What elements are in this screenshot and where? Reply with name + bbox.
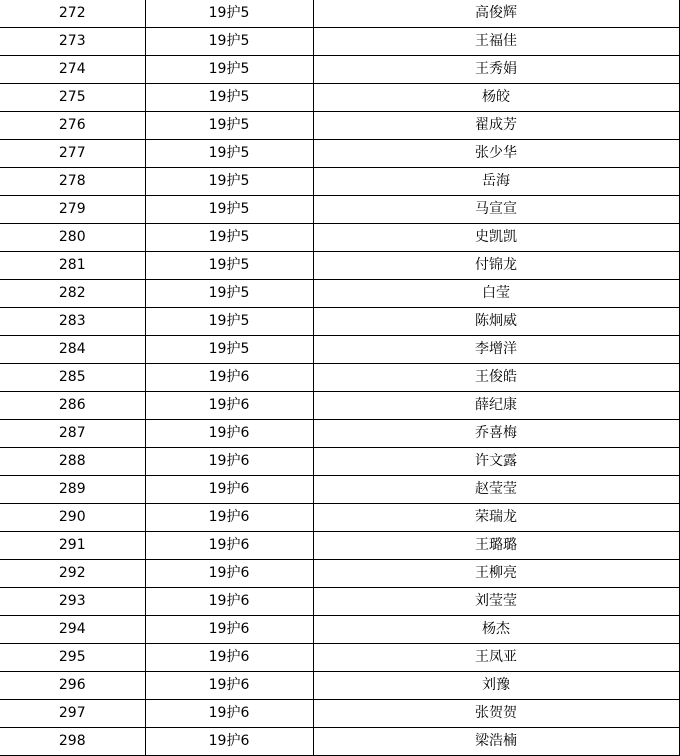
student-name-cell: 刘莹莹 <box>313 588 679 616</box>
table-row <box>0 420 679 448</box>
student-name-cell: 王俊皓 <box>313 364 679 392</box>
table-row <box>0 84 679 112</box>
class-cell: 19护5 <box>145 112 313 140</box>
class-cell: 19护5 <box>145 28 313 56</box>
row-index-cell: 287 <box>0 420 145 448</box>
table-row <box>0 280 679 308</box>
row-index-cell: 278 <box>0 168 145 196</box>
row-index-cell: 294 <box>0 616 145 644</box>
row-index-cell: 272 <box>0 0 145 28</box>
class-cell: 19护6 <box>145 588 313 616</box>
class-cell: 19护6 <box>145 448 313 476</box>
class-cell: 19护6 <box>145 644 313 672</box>
class-cell: 19护5 <box>145 224 313 252</box>
table-row <box>0 728 679 756</box>
class-cell: 19护6 <box>145 700 313 728</box>
row-index-cell: 283 <box>0 308 145 336</box>
student-name-cell: 王柳亮 <box>313 560 679 588</box>
class-cell: 19护5 <box>145 168 313 196</box>
row-index-cell: 273 <box>0 28 145 56</box>
class-cell: 19护5 <box>145 252 313 280</box>
student-name-cell: 杨杰 <box>313 616 679 644</box>
student-name-cell: 乔喜梅 <box>313 420 679 448</box>
table-row <box>0 672 679 700</box>
class-cell: 19护5 <box>145 336 313 364</box>
table-row <box>0 364 679 392</box>
class-cell: 19护5 <box>145 280 313 308</box>
class-cell: 19护5 <box>145 308 313 336</box>
table-row <box>0 448 679 476</box>
table-row <box>0 336 679 364</box>
row-index-cell: 293 <box>0 588 145 616</box>
class-cell: 19护6 <box>145 616 313 644</box>
row-index-cell: 280 <box>0 224 145 252</box>
row-index-cell: 286 <box>0 392 145 420</box>
row-index-cell: 284 <box>0 336 145 364</box>
student-name-cell: 高俊辉 <box>313 0 679 28</box>
table-row <box>0 392 679 420</box>
student-name-cell: 李增洋 <box>313 336 679 364</box>
class-cell: 19护5 <box>145 140 313 168</box>
student-name-cell: 王凤亚 <box>313 644 679 672</box>
table-row <box>0 560 679 588</box>
class-cell: 19护5 <box>145 196 313 224</box>
class-cell: 19护6 <box>145 392 313 420</box>
table-row <box>0 532 679 560</box>
student-name-cell: 张贺贺 <box>313 700 679 728</box>
class-cell: 19护6 <box>145 728 313 756</box>
row-index-cell: 281 <box>0 252 145 280</box>
row-index-cell: 288 <box>0 448 145 476</box>
student-name-cell: 岳海 <box>313 168 679 196</box>
class-cell: 19护6 <box>145 532 313 560</box>
row-index-cell: 274 <box>0 56 145 84</box>
class-cell: 19护6 <box>145 504 313 532</box>
row-index-cell: 290 <box>0 504 145 532</box>
row-index-cell: 277 <box>0 140 145 168</box>
student-name-cell: 白莹 <box>313 280 679 308</box>
table-row <box>0 112 679 140</box>
table-row <box>0 616 679 644</box>
table-row <box>0 476 679 504</box>
class-cell: 19护6 <box>145 560 313 588</box>
class-cell: 19护5 <box>145 84 313 112</box>
table-row <box>0 28 679 56</box>
row-index-cell: 292 <box>0 560 145 588</box>
student-name-cell: 刘豫 <box>313 672 679 700</box>
table-row <box>0 56 679 84</box>
student-name-cell: 翟成芳 <box>313 112 679 140</box>
student-name-cell: 王秀娟 <box>313 56 679 84</box>
student-name-cell: 陈炯威 <box>313 308 679 336</box>
student-name-cell: 赵莹莹 <box>313 476 679 504</box>
class-cell: 19护6 <box>145 364 313 392</box>
class-cell: 19护5 <box>145 56 313 84</box>
table-row <box>0 196 679 224</box>
table-row <box>0 0 679 28</box>
student-name-cell: 杨皎 <box>313 84 679 112</box>
student-name-cell: 张少华 <box>313 140 679 168</box>
class-cell: 19护6 <box>145 672 313 700</box>
row-index-cell: 279 <box>0 196 145 224</box>
table-row <box>0 224 679 252</box>
class-cell: 19护5 <box>145 0 313 28</box>
row-index-cell: 285 <box>0 364 145 392</box>
table-row <box>0 700 679 728</box>
student-name-cell: 马宣宣 <box>313 196 679 224</box>
row-index-cell: 291 <box>0 532 145 560</box>
table-row <box>0 308 679 336</box>
student-name-cell: 许文露 <box>313 448 679 476</box>
student-name-cell: 史凯凯 <box>313 224 679 252</box>
row-index-cell: 295 <box>0 644 145 672</box>
student-name-cell: 梁浩楠 <box>313 728 679 756</box>
row-index-cell: 297 <box>0 700 145 728</box>
table-row <box>0 504 679 532</box>
student-name-cell: 王璐璐 <box>313 532 679 560</box>
table-row <box>0 644 679 672</box>
table-row <box>0 168 679 196</box>
row-index-cell: 296 <box>0 672 145 700</box>
row-index-cell: 298 <box>0 728 145 756</box>
student-name-cell: 薛纪康 <box>313 392 679 420</box>
row-index-cell: 282 <box>0 280 145 308</box>
row-index-cell: 275 <box>0 84 145 112</box>
student-name-cell: 付锦龙 <box>313 252 679 280</box>
row-index-cell: 289 <box>0 476 145 504</box>
student-name-cell: 王福佳 <box>313 28 679 56</box>
table-row <box>0 588 679 616</box>
table-row <box>0 252 679 280</box>
table-row <box>0 140 679 168</box>
class-cell: 19护6 <box>145 420 313 448</box>
row-index-cell: 276 <box>0 112 145 140</box>
student-name-cell: 荣瑞龙 <box>313 504 679 532</box>
class-cell: 19护6 <box>145 476 313 504</box>
